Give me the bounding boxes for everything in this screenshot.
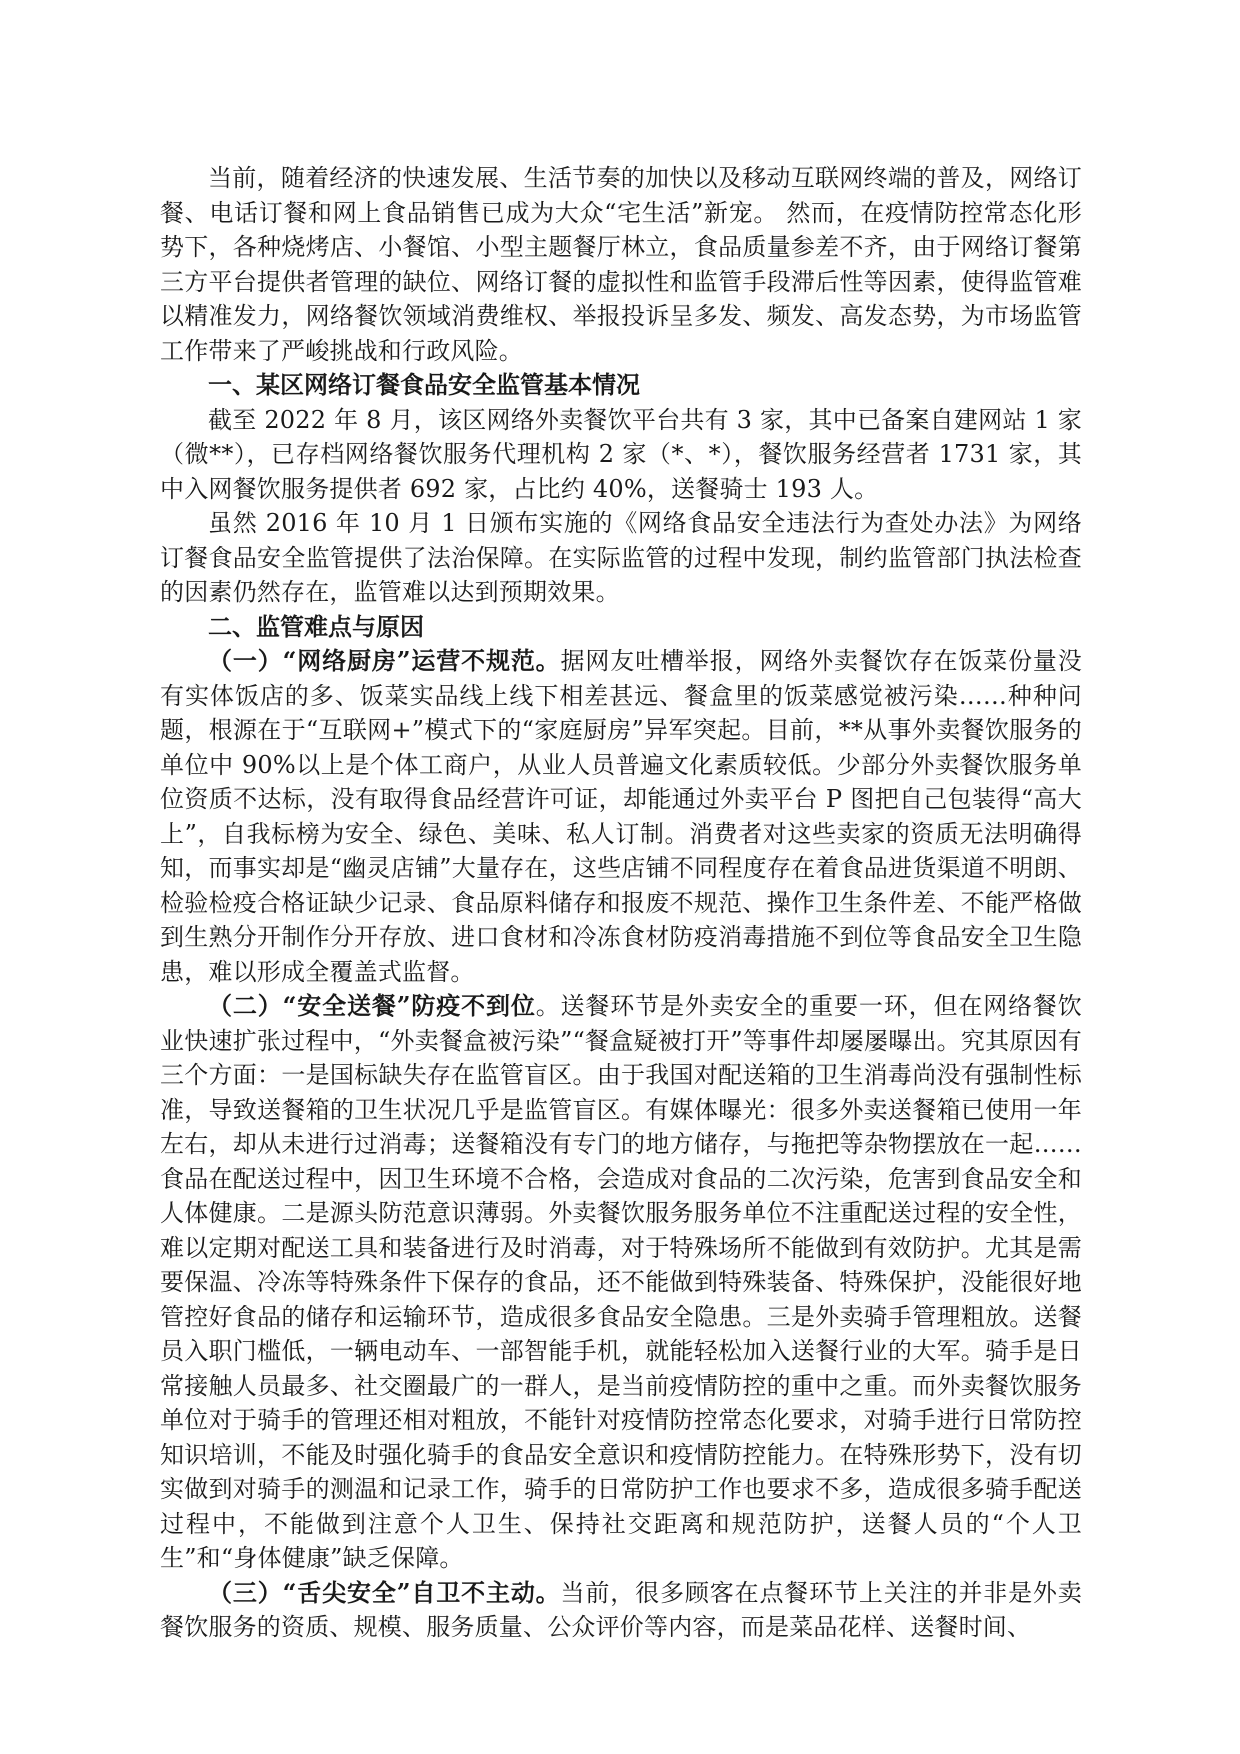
legal-basis-paragraph xyxy=(160,506,1082,610)
heading-text: 二、监管难点与原因 xyxy=(208,611,424,641)
subsection-lead: （二）“安全送餐”防疫不到位 xyxy=(208,991,536,1020)
section-heading-1 xyxy=(160,368,1082,403)
intro-paragraph xyxy=(160,161,1082,368)
heading-text: 一、某区网络订餐食品安全监管基本情况 xyxy=(208,370,640,399)
paragraph-text: 截至 2022 年 8 月，该区网络外卖餐饮平台共有 3 家，其中已备案自建网站 1 家（微**），已存档网络餐饮服务代理机构 2 家（*、*），餐饮服务经营者 1731 家，其中入网餐饮服务提供者 692 家，占比约 40%，送餐骑士 193 人。 xyxy=(160,405,1082,503)
subsection-2-paragraph xyxy=(160,989,1082,1576)
paragraph-text: 据网友吐槽举报，网络外卖餐饮存在饭菜份量没有实体饭店的多、饭菜实品线上线下相差甚远、餐盒里的饭菜感觉被污染……种种问题，根源在于“互联网+”模式下的“家庭厨房”异军突起。目前，**从事外卖餐饮服务的单位中 90%以上是个体工商户，从业人员普遍文化素质较低。少部分外卖餐饮服务单位资质不达标，没有取得食品经营许可证，却能通过外卖平台 P 图把自己包装得“高大上”，自我标榜为安全、绿色、美味、私人订制。消费者对这些卖家的资质无法明确得知，而事实却是“幽灵店铺”大量存在，这些店铺不同程度存在着食品进货渠道不明朗、检验检疫合格证缺少记录、食品原料储存和报废不规范、操作卫生条件差、不能严格做到生熟分开制作分开存放、进口食材和冷冻食材防疫消毒措施不到位等食品安全卫生隐患，难以形成全覆盖式监督。 xyxy=(160,647,1082,986)
subsection-lead: （一）“网络厨房”运营不规范。 xyxy=(208,646,561,675)
subsection-1-paragraph xyxy=(160,644,1082,989)
paragraph-text: 虽然 2016 年 10 月 1 日颁布实施的《网络食品安全违法行为查处办法》为网络订餐食品安全监管提供了法治保障。在实际监管的过程中发现，制约监管部门执法检查的因素仍然存在，监管难以达到预期效果。 xyxy=(160,509,1082,606)
paragraph-text: 。送餐环节是外卖安全的重要一环，但在网络餐饮业快速扩张过程中，“外卖餐盒被污染”“餐盒疑被打开”等事件却屡屡曝出。究其原因有三个方面：一是国标缺失存在监管盲区。由于我国对配送箱的卫生消毒尚没有强制性标准，导致送餐箱的卫生状况几乎是监管盲区。有媒体曝光：很多外卖送餐箱已使用一年左右，却从未进行过消毒；送餐箱没有专门的地方储存，与拖把等杂物摆放在一起……食品在配送过程中，因卫生环境不合格，会造成对食品的二次污染，危害到食品安全和人体健康。二是源头防范意识薄弱。外卖餐饮服务服务单位不注重配送过程的安全性，难以定期对配送工具和装备进行及时消毒，对于特殊场所不能做到有效防护。尤其是需要保温、冷冻等特殊条件下保存的食品，还不能做到特殊装备、特殊保护，没能很好地管控好食品的储存和运输环节，造成很多食品安全隐患。三是外卖骑手管理粗放。送餐员入职门槛低，一辆电动车、一部智能手机，就能轻松加入送餐行业的大军。骑手是日常接触人员最多、社交圈最广的一群人，是当前疫情防控的重中之重。而外卖餐饮服务单位对于骑手的管理还相对粗放，不能针对疫情防控常态化要求，对骑手进行日常防控知识培训，不能及时强化骑手的食品安全意识和疫情防控能力。在特殊形势下，没有切实做到对骑手的测温和记录工作，骑手的日常防护工作也要求不多，造成很多骑手配送过程中，不能做到注意个人卫生、保持社交距离和规范防护，送餐人员的“个人卫生”和“身体健康”缺乏保障。 xyxy=(160,992,1082,1572)
subsection-lead: （三）“舌尖安全”自卫不主动。 xyxy=(208,1577,561,1607)
statistics-paragraph xyxy=(160,403,1082,507)
document-body xyxy=(160,161,1082,1645)
paragraph-text: 当前，很多顾客在点餐环节上关注的并非是外卖餐饮服务的资质、规模、服务质量、公众评价等内容，而是菜品花样、送餐时间、 xyxy=(160,1578,1082,1641)
subsection-3-paragraph xyxy=(160,1576,1082,1645)
section-heading-2 xyxy=(160,610,1082,645)
paragraph-text: 当前，随着经济的快速发展、生活节奏的加快以及移动互联网终端的普及，网络订餐、电话订餐和网上食品销售已成为大众“宅生活”新宠。 然而，在疫情防控常态化形势下，各种烧烤店、小餐馆、小型主题餐厅林立，食品质量参差不齐，由于网络订餐第三方平台提供者管理的缺位、网络订餐的虚拟性和监管手段滞后性等因素，使得监管难以精准发力，网络餐饮领域消费维权、举报投诉呈多发、频发、高发态势，为市场监管工作带来了严峻挑战和行政风险。 xyxy=(160,164,1082,365)
